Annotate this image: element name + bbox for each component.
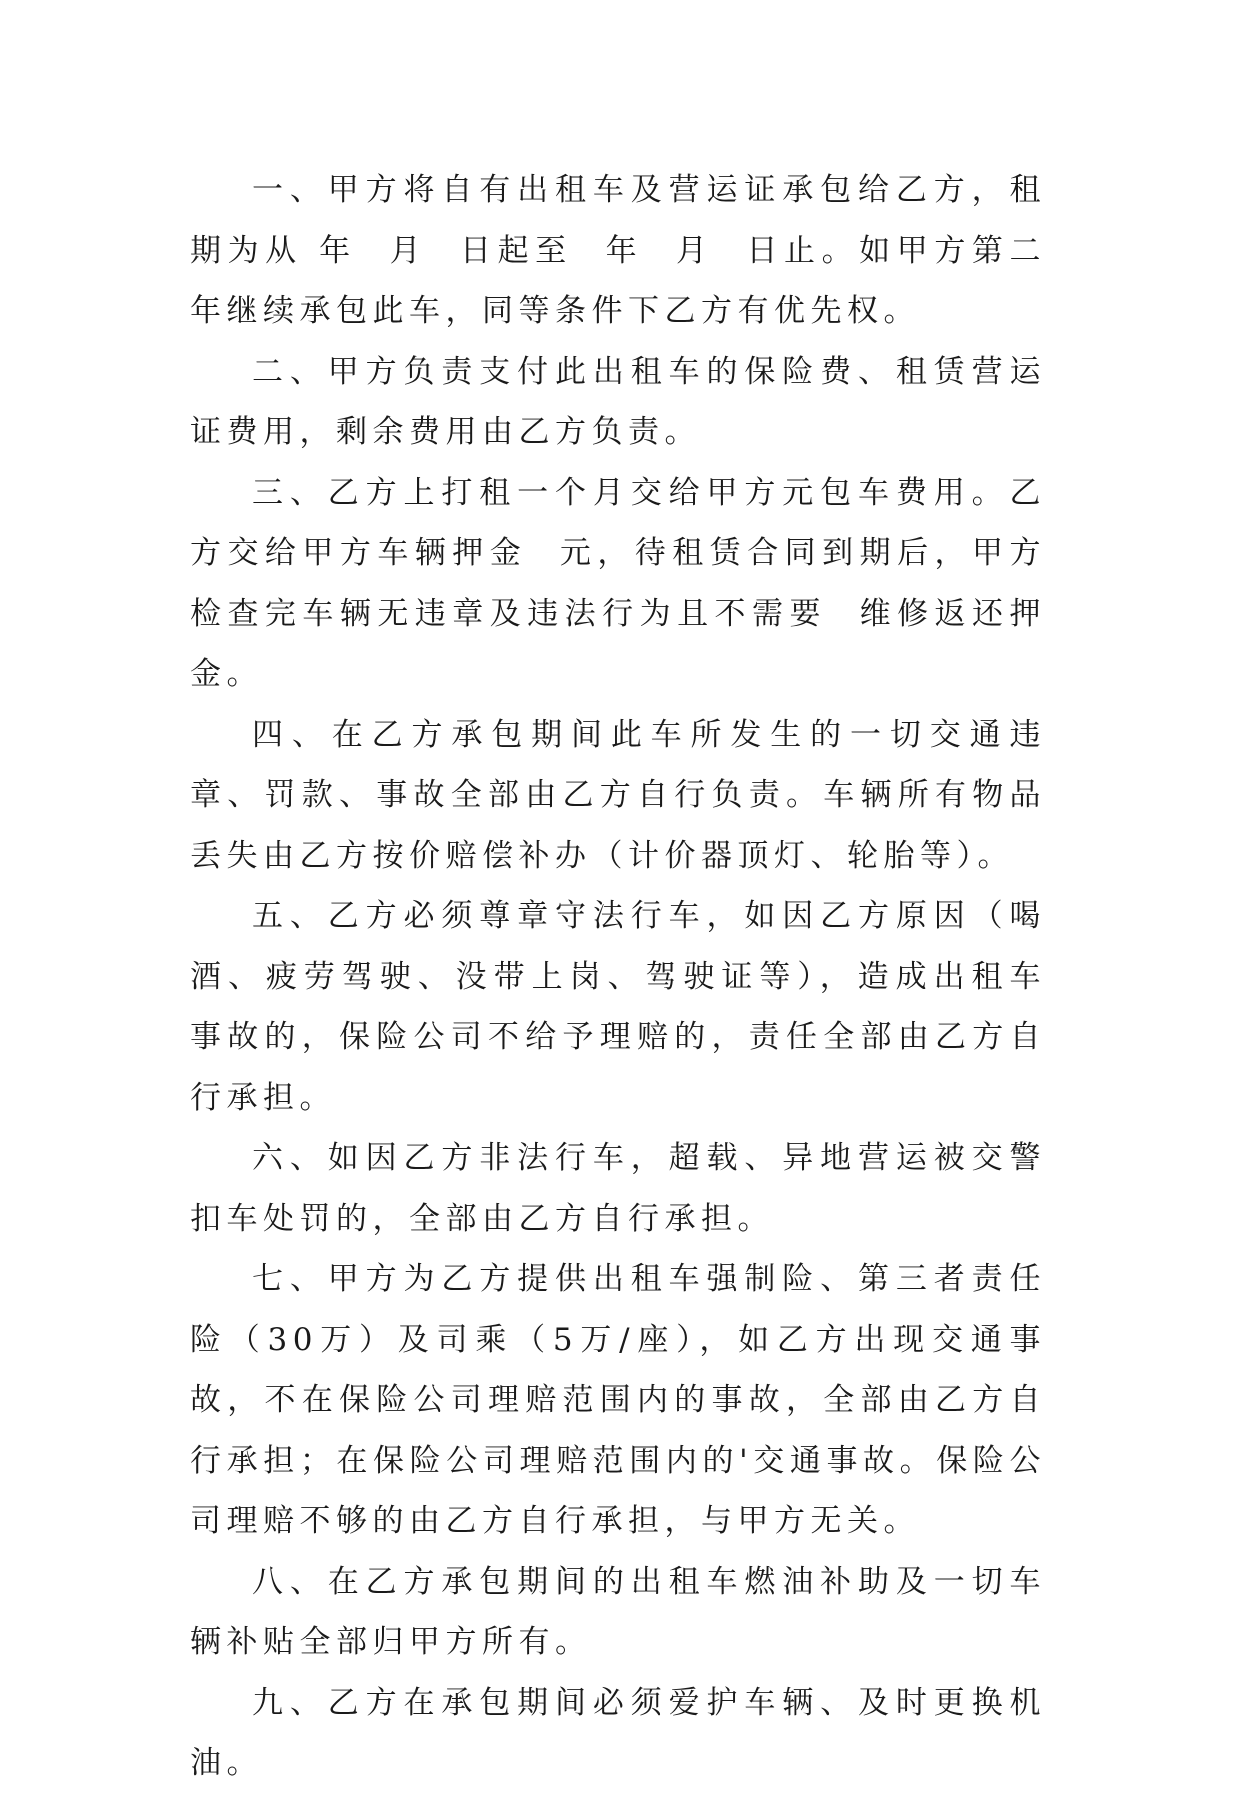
- clause-3: 三、乙方上打租一个月交给甲方元包车费用。乙方交给甲方车辆押金 元，待租赁合同到期后，甲方检查完车辆无违章及违法行为且不需要 维修返还押金。: [190, 474, 1046, 692]
- clause-4: 四、在乙方承包期间此车所发生的一切交通违章、罚款、事故全部由乙方自行负责。车辆所有物品丢失由乙方按价赔偿补办（计价器顶灯、轮胎等）。: [190, 716, 1046, 874]
- clause-7: 七、甲方为乙方提供出租车强制险、第三者责任险（30万）及司乘（5万/座），如乙方出现交通事故，不在保险公司理赔范围内的事故，全部由乙方自行承担；在保险公司理赔范围内的'交通事故。保险公司理赔不够的由乙方自行承担，与甲方无关。: [190, 1261, 1046, 1539]
- document-body: [190, 160, 1046, 1794]
- clause-2: 二、甲方负责支付此出租车的保险费、租赁营运证费用，剩余费用由乙方负责。: [190, 353, 1046, 450]
- clause-6: 六、如因乙方非法行车，超载、异地营运被交警扣车处罚的，全部由乙方自行承担。: [190, 1140, 1046, 1237]
- clause-5: 五、乙方必须尊章守法行车，如因乙方原因（喝酒、疲劳驾驶、没带上岗、驾驶证等），造成出租车事故的，保险公司不给予理赔的，责任全部由乙方自行承担。: [190, 898, 1046, 1116]
- clause-1: 一、甲方将自有出租车及营运证承包给乙方，租期为从 年 月 日起至 年 月 日止。如甲方第二年继续承包此车，同等条件下乙方有优先权。: [190, 172, 1046, 329]
- clause-9: 九、乙方在承包期间必须爱护车辆、及时更换机油。: [190, 1684, 1046, 1781]
- clause-8: 八、在乙方承包期间的出租车燃油补助及一切车辆补贴全部归甲方所有。: [190, 1563, 1046, 1660]
